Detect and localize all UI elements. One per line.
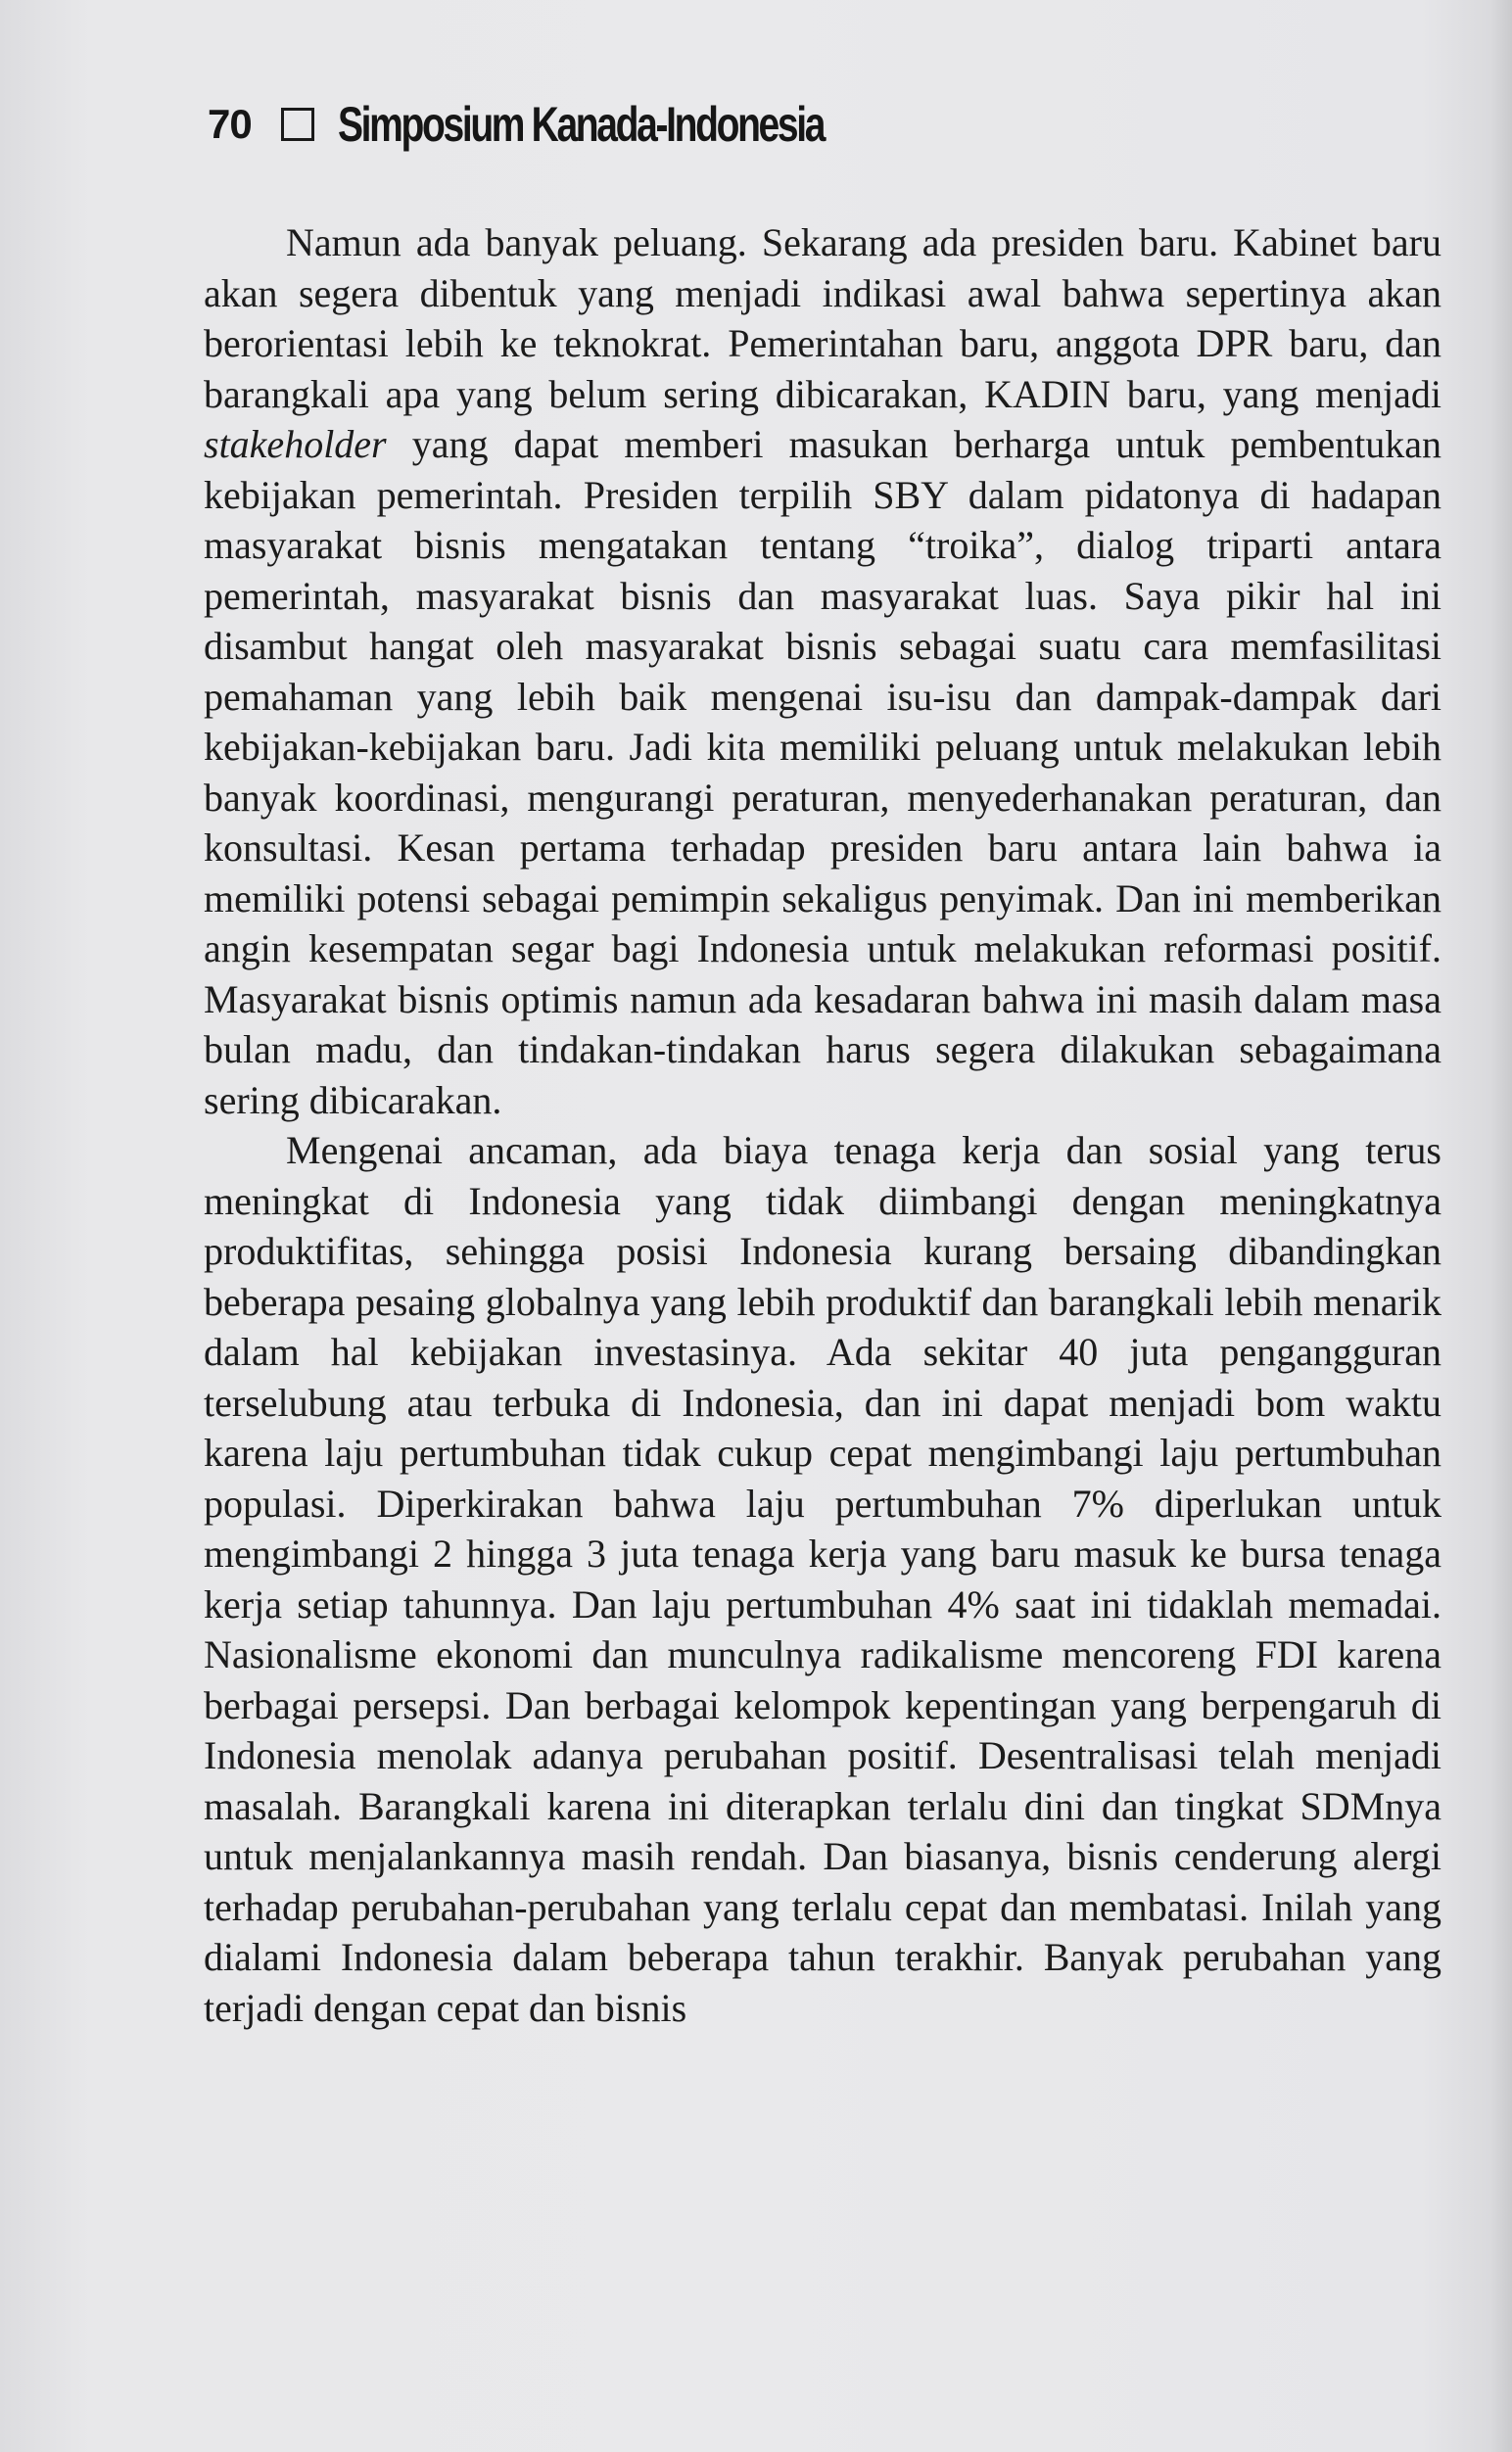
- paragraph-2: Mengenai ancaman, ada biaya tenaga kerja dan sosial yang terus meningkat di Indonesia yang tidak diimbangi dengan meningkatnya produktifitas, sehingga posisi Indonesia kurang bersaing dibandingkan beberapa pesaing globalnya yang lebih produktif dan barangkali lebih menarik dalam hal kebijakan investasinya. Ada sekitar 40 juta pengangguran terselubung atau terbuka di Indonesia, dan ini dapat menjadi bom waktu karena laju pertumbuhan tidak cukup cepat mengimbangi laju pertumbuhan populasi. Diperkirakan bahwa laju pertumbuhan 7% diperlukan untuk mengimbangi 2 hingga 3 juta tenaga kerja yang baru masuk ke bursa tenaga kerja setiap tahunnya. Dan laju pertumbuhan 4% saat ini tidaklah memadai. Nasionalisme ekonomi dan munculnya radikalisme mencoreng FDI karena berbagai persepsi. Dan berbagai kelompok kepentingan yang berpengaruh di Indonesia menolak adanya perubahan positif. Desentralisasi telah menjadi masalah. Barangkali karena ini diterapkan terlalu dini dan tingkat SDMnya untuk menjalankannya masih rendah. Dan biasanya, bisnis cenderung alergi terhadap perubahan-perubahan yang terlalu cepat dan membatasi. Inilah yang dialami Indonesia dalam beberapa tahun terakhir. Banyak perubahan yang terjadi dengan cepat dan bisnis: [204, 1128, 1441, 2030]
- paragraph-1-end: yang dapat memberi masukan berharga untuk pembentukan kebijakan pemerintah. Presiden terpilih SBY dalam pidatonya di hadapan masyarakat bisnis mengatakan tentang “troika”, dialog triparti antara pemerintah, masyarakat bisnis dan masyarakat luas. Saya pikir hal ini disambut hangat oleh masyarakat bisnis sebagai suatu cara memfasilitasi pemahaman yang lebih baik mengenai isu-isu dan dampak-dampak dari kebijakan-kebijakan baru. Jadi kita memiliki peluang untuk melakukan lebih banyak koordinasi, mengurangi peraturan, menyederhanakan peraturan, dan konsultasi. Kesan pertama terhadap presiden baru antara lain bahwa ia memiliki potensi sebagai pemimpin sekaligus penyimak. Dan ini memberikan angin kesempatan segar bagi Indonesia untuk melakukan reformasi positif. Masyarakat bisnis optimis namun ada kesadaran bahwa ini masih dalam masa bulan madu, dan tindakan-tindakan harus segera dilakukan sebagaimana sering dibicarakan.: [204, 422, 1441, 1122]
- paragraph-1-start: Namun ada banyak peluang. Sekarang ada presiden baru. Kabinet baru akan segera dibentuk yang menjadi indikasi awal bahwa sepertinya akan berorientasi lebih ke teknokrat. Pemerintahan baru, anggota DPR baru, dan barangkali apa yang belum sering dibicarakan, KADIN baru, yang menjadi: [204, 220, 1441, 416]
- paragraph-1: [204, 217, 1441, 1125]
- square-icon: [281, 108, 314, 141]
- running-title: Simposium Kanada-Indonesia: [337, 97, 824, 152]
- page-edge-shadow: [1490, 0, 1512, 2452]
- page-header: [208, 90, 961, 159]
- page-number: 70: [208, 101, 252, 147]
- body-text: [204, 217, 1441, 2033]
- italic-term: stakeholder: [204, 422, 387, 466]
